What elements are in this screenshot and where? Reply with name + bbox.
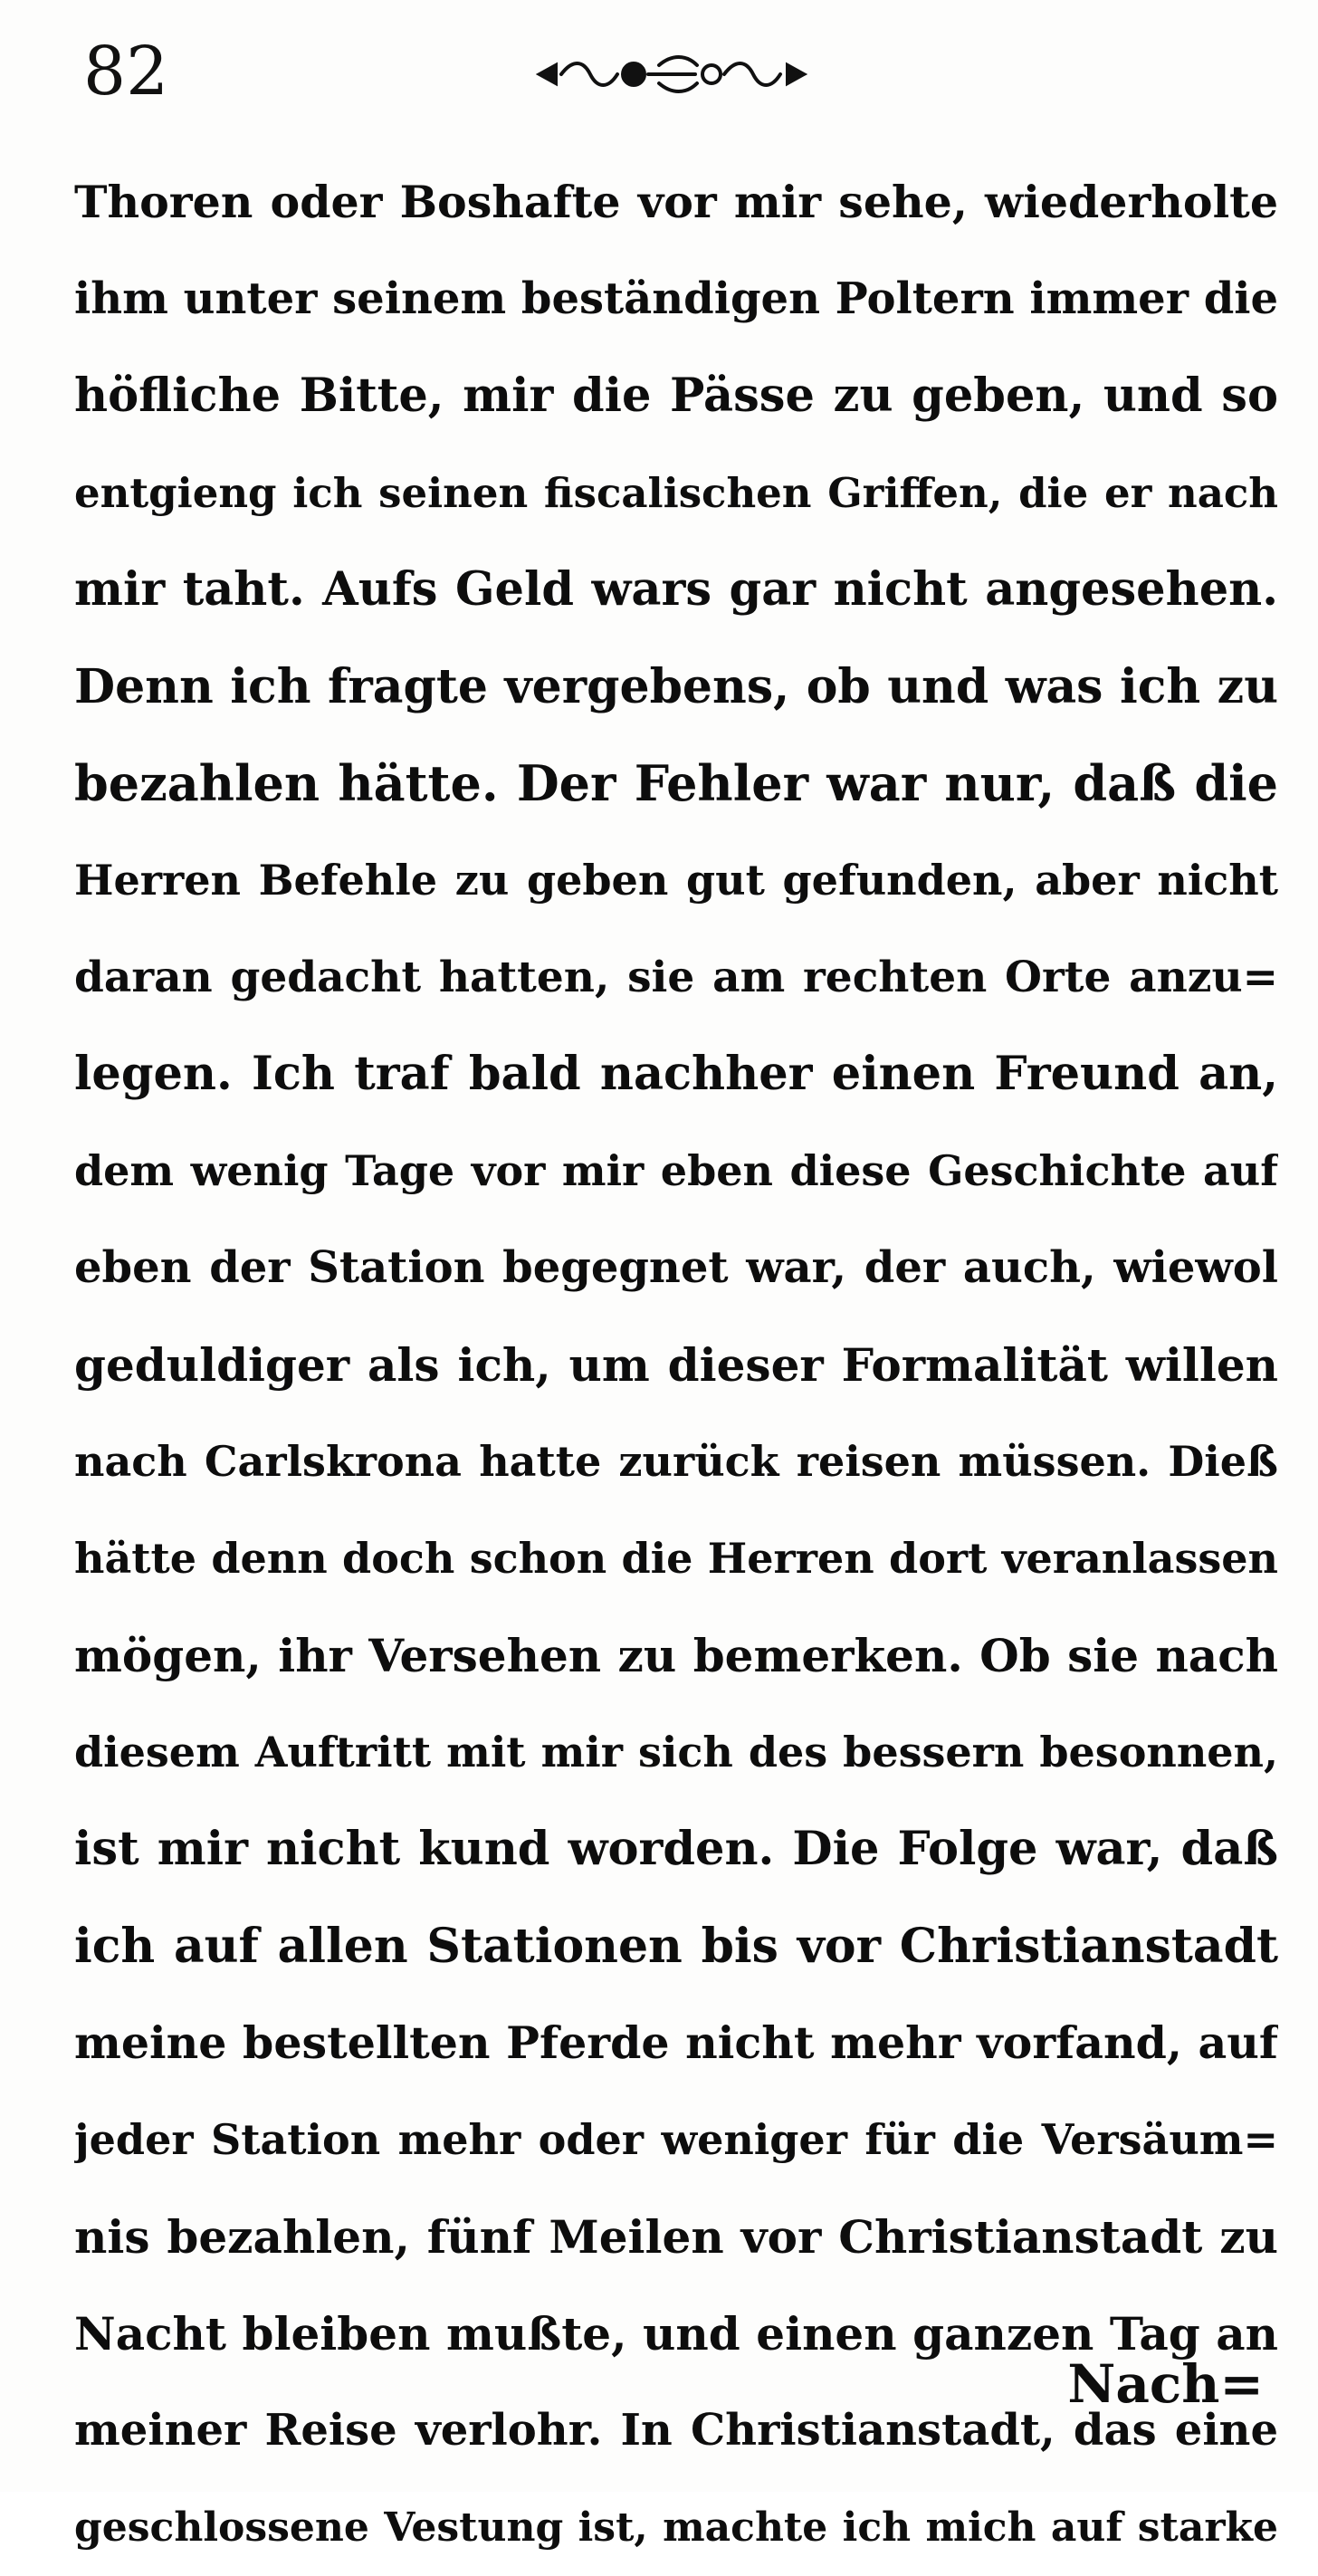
text-line: hätte denn doch schon die Herren dort veranlassen xyxy=(74,1534,1278,1583)
text-line: nis bezahlen, fünf Meilen vor Christianstadt zu xyxy=(74,2210,1278,2264)
text-line: entgieng ich seinen fiscalischen Griffen, die er nach xyxy=(74,469,1278,517)
text-line: mögen, ihr Versehen zu bemerken. Ob sie nach xyxy=(74,1629,1278,1682)
text-line: meiner Reise verlohr. In Christianstadt, das eine xyxy=(74,2405,1278,2456)
text-line: dem wenig Tage vor mir eben diese Geschichte auf xyxy=(74,1146,1278,1195)
body-text xyxy=(74,154,1278,2576)
text-line: Denn ich fragte vergebens, ob und was ich zu xyxy=(74,659,1278,714)
page-number: 82 xyxy=(83,33,169,110)
text-line: daran gedacht hatten, sie am rechten Orte anzu= xyxy=(74,953,1278,1002)
text-line: ich auf allen Stationen bis vor Christianstadt xyxy=(74,1919,1278,1974)
catchword: Nach= xyxy=(1067,2353,1264,2415)
text-line: Nacht bleiben mußte, und einen ganzen Tag an xyxy=(74,2307,1278,2361)
ornament-icon xyxy=(536,53,807,96)
text-line: Thoren oder Boshafte vor mir sehe, wiederholte xyxy=(74,176,1278,228)
text-line: diesem Auftritt mit mir sich des bessern besonnen, xyxy=(74,1728,1278,1776)
text-line: ist mir nicht kund worden. Die Folge war, daß xyxy=(74,1822,1278,1876)
text-line: nach Carlskrona hatte zurück reisen müssen. Dieß xyxy=(74,1437,1278,1486)
text-line: ihm unter seinem beständigen Poltern immer die xyxy=(74,273,1278,324)
text-line: Herren Befehle zu geben gut gefunden, aber nicht xyxy=(74,856,1278,905)
text-line: legen. Ich traf bald nachher einen Freund an, xyxy=(74,1047,1278,1101)
text-line: jeder Station mehr oder weniger für die Versäum= xyxy=(74,2115,1278,2164)
text-line: geschlossene Vestung ist, machte ich mich auf starke xyxy=(74,2504,1278,2551)
text-line: geduldiger als ich, um dieser Formalität willen xyxy=(74,1338,1278,1392)
text-line: eben der Station begegnet war, der auch, wiewol xyxy=(74,1242,1278,1293)
text-line: meine bestellten Pferde nicht mehr vorfand, auf xyxy=(74,2016,1278,2069)
text-line: höfliche Bitte, mir die Pässe zu geben, und so xyxy=(74,369,1278,423)
text-line: mir taht. Aufs Geld wars gar nicht angesehen. xyxy=(74,562,1278,617)
text-line: bezahlen hätte. Der Fehler war nur, daß die xyxy=(74,754,1278,812)
